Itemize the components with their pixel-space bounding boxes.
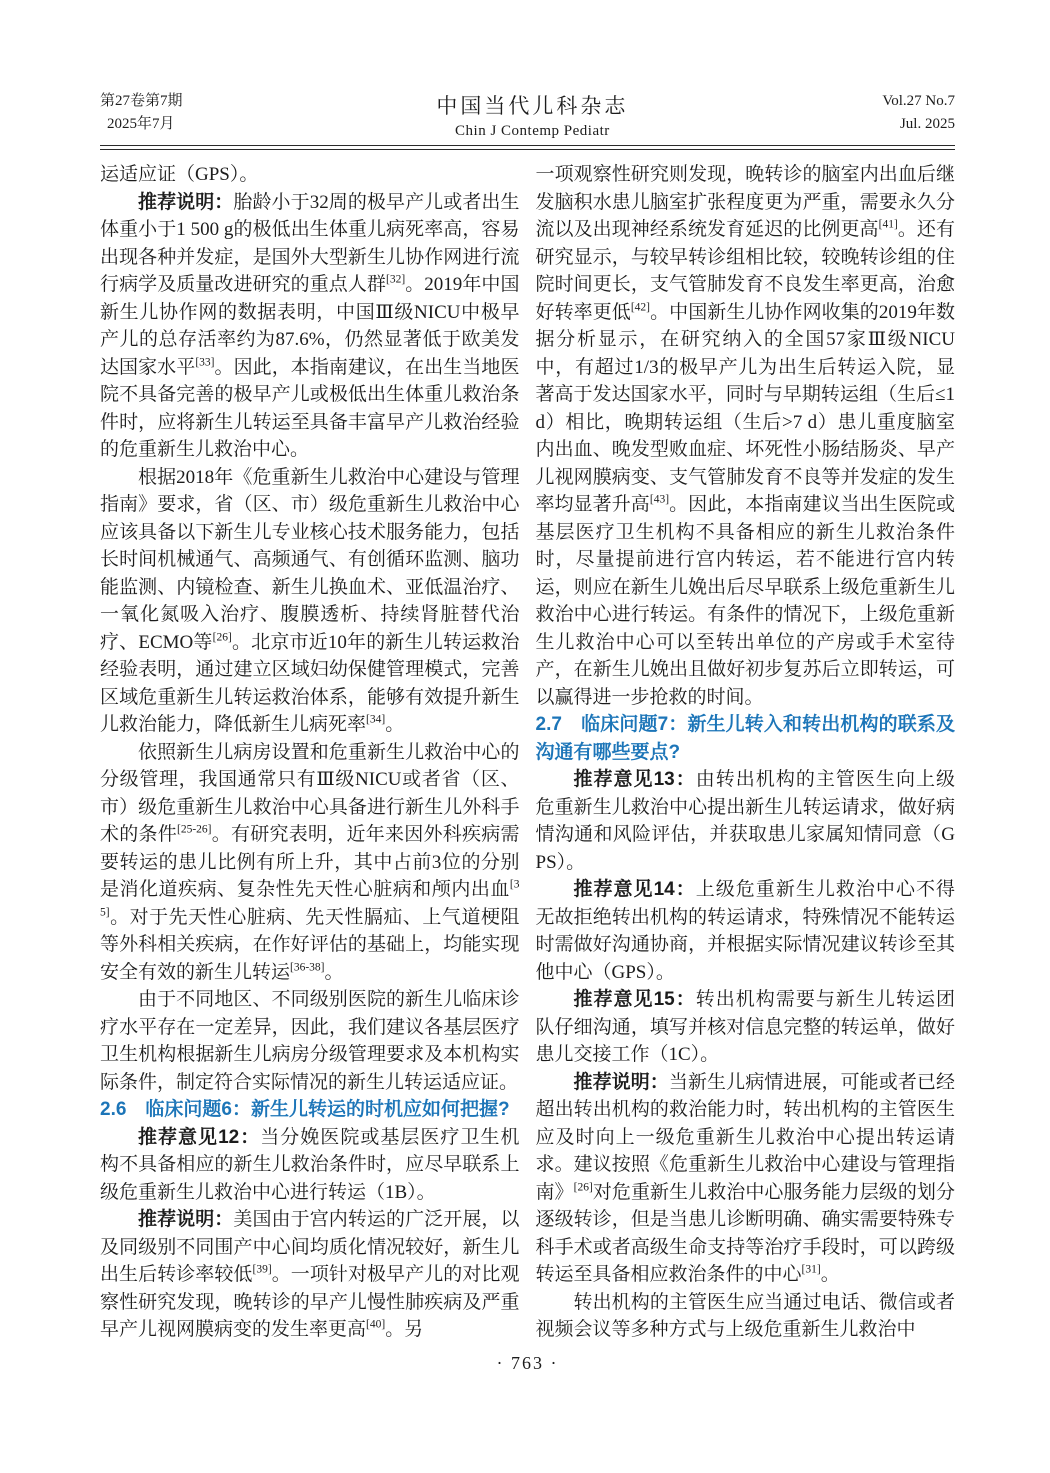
section-heading-2-6: 2.6 临床问题6：新生儿转运的时机应如何把握? bbox=[100, 1099, 510, 1120]
running-head bbox=[100, 90, 955, 140]
recommendation-lead: 推荐说明： bbox=[573, 1071, 669, 1093]
recommendation-lead: 推荐说明： bbox=[138, 1209, 234, 1230]
date-cn: 2025年7月 bbox=[107, 116, 175, 132]
paragraph-recommendation-note: 推荐说明：胎龄小于32周的极早产儿或者出生体重小于1 500 g的极低出生体重儿病死率高，容易出现各种并发症，是国外大型新生儿协作网进行流行病学及质量改进研究的重点人群[32]。2019年中国新生儿协作网的数据表明，中国Ⅲ级NICU中极早产儿的总存活率约为87.6%，仍然显著低于欧美发达国家水平[33]。因此，本指南建议，在出生当地医院不具备完善的极早产儿或极低出生体重儿救治条件时，应将新生儿转运至具备丰富早产儿救治经验的危重新生儿救治中心。 bbox=[100, 191, 520, 460]
paragraph-continuation: 运适应证（GPS）。 bbox=[100, 164, 259, 185]
journal-title-en: Chin J Contemp Pediatr bbox=[455, 123, 610, 139]
recommendation-lead: 推荐意见13： bbox=[573, 769, 696, 790]
volume-issue-cn: 第27卷第7期 bbox=[100, 93, 183, 109]
date-en: Jul. 2025 bbox=[899, 116, 955, 132]
page-number: · 763 · bbox=[496, 1352, 559, 1373]
recommendation-lead: 推荐意见14： bbox=[573, 879, 696, 900]
journal-title-cn: 中国当代儿科杂志 bbox=[436, 94, 629, 118]
paragraph-recommendation-note: 推荐说明：当新生儿病情进展，可能或者已经超出转出机构的救治能力时，转出机构的主管医生应及时向上一级危重新生儿救治中心提出转运请求。建议按照《危重新生儿救治中心建设与管理指南》[26]对危重新生儿救治中心服务能力层级的划分逐级转诊，但是当患儿诊断明确、确实需要特殊专科手术或者高级生命支持等治疗手段时，可以跨级转运至具备相应救治条件的中心[31]。 bbox=[535, 1071, 955, 1285]
paragraph-recommendation-14: 推荐意见14：上级危重新生儿救治中心不得无故拒绝转出机构的转运请求，特殊情况不能转运时需做好沟通协商，并根据实际情况建议转诊至其他中心（GPS）。 bbox=[535, 879, 955, 983]
paragraph-recommendation-15: 推荐意见15：转出机构需要与新生儿转运团队仔细沟通，填写并核对信息完整的转运单，做好患儿交接工作（1C）。 bbox=[535, 989, 955, 1065]
journal-title-block bbox=[436, 90, 628, 140]
paragraph-recommendation-note: 推荐说明：美国由于宫内转运的广泛开展，以及同级别不同围产中心间均质化情况较好，新生儿出生后转诊率较低[39]。一项针对极早产儿的对比观察性研究发现，晚转诊的早产儿慢性肺疾病及严重早产儿视网膜病变的发生率更高[40]。另 bbox=[100, 1209, 520, 1340]
header-volume-issue-en-block bbox=[882, 90, 955, 136]
recommendation-lead: 推荐意见12： bbox=[138, 1126, 261, 1148]
paragraph: 由于不同地区、不同级别医院的新生儿临床诊疗水平存在一定差异，因此，我们建议各基层医疗卫生机构根据新生儿病房分级管理要求及本机构实际条件，制定符合实际情况的新生儿转运适应证。 bbox=[100, 989, 520, 1093]
paragraph-continuation: 一项观察性研究则发现，晚转诊的脑室内出血后继发脑积水患儿脑室扩张程度更为严重，需要永久分流以及出现神经系统发育延迟的比例更高[41]。还有研究显示，与较早转诊组相比较，较晚转诊组的住院时间更长，支气管肺发育不良发生率更高，治愈好转率更低[42]。中国新生儿协作网收集的2019年数据分析显示，在研究纳入的全国57家Ⅲ级NICU中，有超过1/3的极早产儿为出生后转运入院，显著高于发达国家水平，同时与早期转运组（生后≤1 d）相比，晚期转运组（生后>7 d）患儿重度脑室内出血、晚发型败血症、坏死性小肠结肠炎、早产儿视网膜病变、支气管肺发育不良等并发症的发生率均显著升高[43]。因此，本指南建议当出生医院或基层医疗卫生机构不具备相应的新生儿救治条件时，尽量提前进行宫内转运，若不能进行宫内转运，则应在新生儿娩出后尽早联系上级危重新生儿救治中心进行转运。有条件的情况下，上级危重新生儿救治中心可以至转出单位的产房或手术室待产，在新生儿娩出且做好初步复苏后立即转运，可以赢得进一步抢救的时间。 bbox=[535, 164, 955, 708]
header-volume-issue-block bbox=[100, 90, 183, 136]
volume-issue-en: Vol.27 No.7 bbox=[882, 93, 955, 109]
article-body bbox=[100, 161, 955, 1344]
recommendation-lead: 推荐说明： bbox=[138, 191, 234, 213]
paragraph-recommendation-12: 推荐意见12：当分娩医院或基层医疗卫生机构不具备相应的新生儿救治条件时，应尽早联系上级危重新生儿救治中心进行转运（1B）。 bbox=[100, 1126, 520, 1203]
paragraph: 根据2018年《危重新生儿救治中心建设与管理指南》要求，省（区、市）级危重新生儿救治中心应该具备以下新生儿专业核心技术服务能力，包括长时间机械通气、高频通气、有创循环监测、脑功能监测、内镜检查、新生儿换血术、亚低温治疗、一氧化氮吸入治疗、腹膜透析、持续肾脏替代治疗、ECMO等[26]。北京市近10年的新生儿转运救治经验表明，通过建立区域妇幼保健管理模式，完善区域危重新生儿转运救治体系，能够有效提升新生儿救治能力，降低新生儿病死率[34]。 bbox=[100, 466, 520, 735]
body-column-left bbox=[100, 161, 520, 1344]
paragraph-recommendation-13: 推荐意见13：由转出机构的主管医生向上级危重新生儿救治中心提出新生儿转运请求，做好病情沟通和风险评估，并获取患儿家属知情同意（GPS）。 bbox=[535, 769, 955, 873]
paragraph: 转出机构的主管医生应当通过电话、微信或者视频会议等多种方式与上级危重新生儿救治中 bbox=[535, 1291, 955, 1340]
recommendation-lead: 推荐意见15： bbox=[573, 989, 696, 1010]
header-double-rule bbox=[100, 145, 955, 150]
section-heading-2-7: 2.7 临床问题7：新生儿转入和转出机构的联系及沟通有哪些要点? bbox=[535, 714, 955, 763]
paragraph: 依照新生儿病房设置和危重新生儿救治中心的分级管理，我国通常只有Ⅲ级NICU或者省（区、市）级危重新生儿救治中心具备进行新生儿外科手术的条件[25-26]。有研究表明，近年来因外科疾病需要转运的患儿比例有所上升，其中占前3位的分别是消化道疾病、复杂性先天性心脏病和颅内出血[35]。对于先天性心脏病、先天性膈疝、上气道梗阻等外科相关疾病，在作好评估的基础上，均能实现安全有效的新生儿转运[36-38]。 bbox=[100, 741, 520, 983]
body-column-right bbox=[536, 161, 956, 1344]
